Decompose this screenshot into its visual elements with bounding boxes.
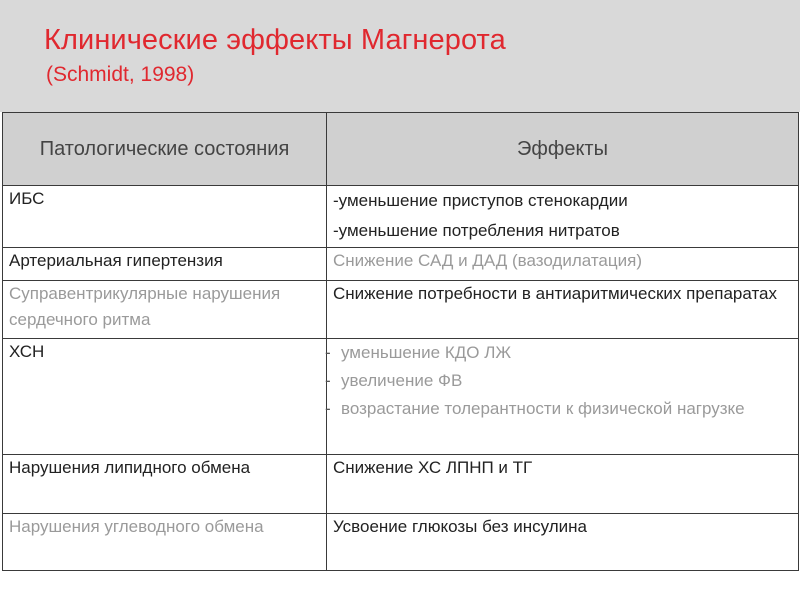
effect-item-text: уменьшение КДО ЛЖ: [341, 343, 512, 362]
table-row: [3, 455, 799, 514]
condition-cell: Суправентрикулярные нарушения сердечного ритма: [3, 281, 327, 339]
table-row: [3, 248, 799, 281]
condition-cell: ХСН: [3, 339, 327, 455]
effect-item-text: увеличение ФВ: [341, 371, 463, 390]
table-row: [3, 339, 799, 455]
effect-item: - увеличение ФВ: [325, 371, 463, 390]
effects-cell: [327, 281, 799, 339]
slide-title: Клинические эффекты Магнерота: [44, 24, 506, 56]
effects-cell: [327, 248, 799, 281]
effect-item: Снижение потребности в антиаритмических препаратах: [333, 284, 778, 303]
effect-item-text: возрастание толерантности к физической нагрузке: [341, 399, 745, 418]
table-row: [3, 514, 799, 571]
effect-item: - возрастание толерантности к физической нагрузке: [325, 399, 745, 418]
effects-list: [325, 339, 792, 423]
table-row: [3, 186, 799, 248]
effects-table: [2, 112, 799, 571]
slide-header: [0, 0, 800, 112]
table-row: [3, 281, 799, 339]
column-header-conditions: Патологические состояния: [3, 113, 327, 186]
column-header-effects: Эффекты: [327, 113, 799, 186]
effect-item: Снижение ХС ЛПНП и ТГ: [333, 458, 533, 477]
condition-cell: Артериальная гипертензия: [3, 248, 327, 281]
effect-item: Снижение САД и ДАД (вазодилатация): [333, 251, 642, 270]
effect-item: - уменьшение КДО ЛЖ: [325, 343, 512, 362]
table-header-row: [3, 113, 799, 186]
effect-item: -уменьшение потребления нитратов: [333, 221, 620, 240]
effect-item: Усвоение глюкозы без инсулина: [333, 517, 588, 536]
condition-cell: Нарушения липидного обмена: [3, 455, 327, 514]
effect-item: -уменьшение приступов стенокардии: [333, 191, 628, 210]
condition-cell: Нарушения углеводного обмена: [3, 514, 327, 571]
effects-cell: [327, 455, 799, 514]
effects-cell: [327, 186, 799, 248]
condition-cell: ИБС: [3, 186, 327, 248]
slide-subtitle: (Schmidt, 1998): [46, 63, 195, 86]
effects-cell: [327, 514, 799, 571]
effects-cell: [327, 339, 799, 455]
